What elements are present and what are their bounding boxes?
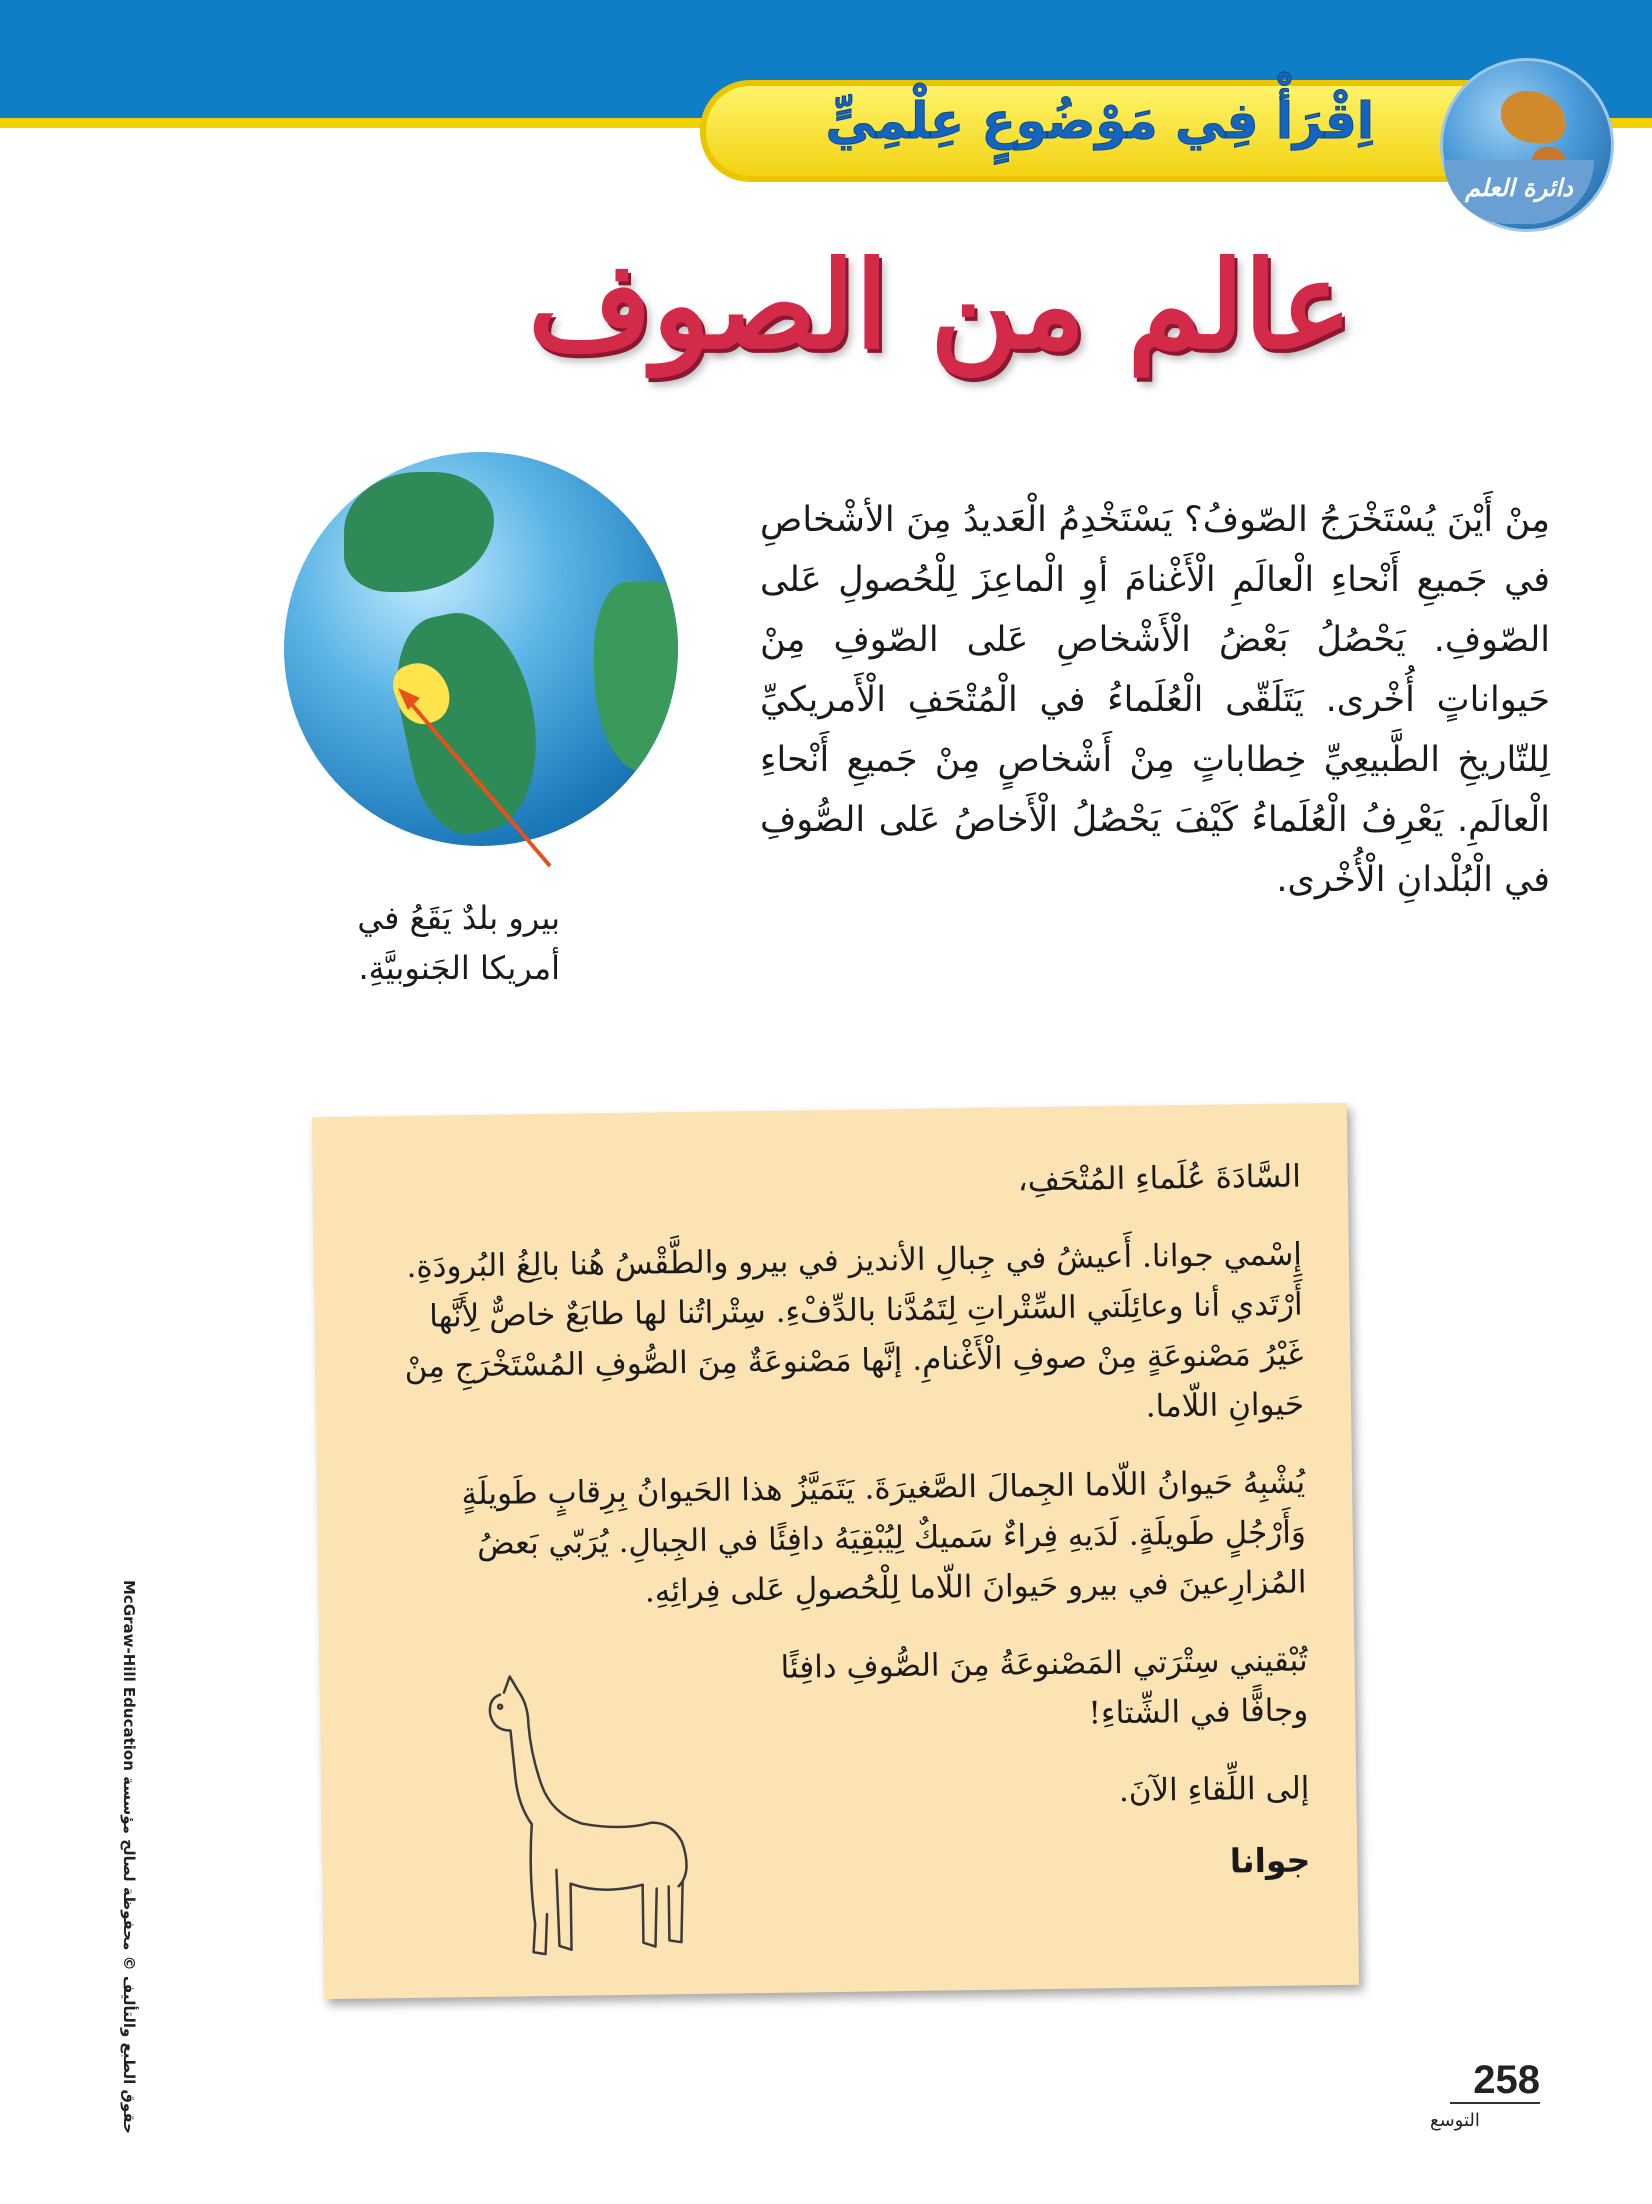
section-label: التوسع (1430, 2110, 1480, 2131)
south-america-globe-image (284, 452, 678, 846)
badge-label: دائرة العلم (1444, 160, 1594, 224)
globe-landmass (344, 472, 494, 592)
article-title: عالم من الصوف (527, 235, 1353, 376)
page-number: 258 (1450, 2058, 1540, 2104)
article-paragraph: مِنْ أَيْنَ يُسْتَخْرَجُ الصّوفُ؟ يَسْتَخْدِمُ الْعَديدُ مِنَ الأشْخاصِ في جَميعِ أَنْحاءِ الْعالَمِ الْأَغْنامَ أوِ الْماعِزَ لِلْحُصولِ عَلى الصّوفِ. يَحْصُلُ بَعْضُ الْأَشْخاصِ عَلى الصّوفِ مِنْ حَيواناتٍ أُخْرى. يَتَلَقّى الْعُلَماءُ في الْمُتْحَفِ الْأَمريكيِّ لِلتّاريخِ الطَّبيعِيِّ خِطاباتٍ مِنْ أَشْخاصٍ مِنْ جَميعِ أَنْحاءِ الْعالَمِ. يَعْرِفُ الْعُلَماءُ كَيْفَ يَحْصُلُ الْأَخاصُ عَلى الصُّوفِ في الْبُلْدانِ الْأُخْرى. (760, 500, 1550, 900)
copyright-credit: McGraw-Hill Education حقوق الطبع والتأليف © محفوظة لصالح مؤسسة (120, 1580, 138, 2134)
letter-signature: جوانا (1229, 1840, 1311, 1881)
letter-paragraph: تُبْقيني سِتْرَتي المَصْنوعَةُ مِنَ الصُّوفِ دافِئًا وجافًّا في الشِّتاءِ! (780, 1642, 1309, 1732)
section-banner (700, 80, 1560, 182)
letter-salutation: السَّادَةَ عُلَماءِ المُتْحَفِ، (1017, 1158, 1302, 1199)
banner-title: اِقْرَأْ فِي مَوْضُوعٍ عِلْمِيٍّ (825, 92, 1374, 150)
letter-card (312, 1103, 1359, 1999)
letter-closing: إلى اللِّقاءِ الآنَ. (1118, 1770, 1310, 1810)
letter-paragraph: إِسْمي جوانا. أَعيشُ في جِبالِ الأنديز في بيرو والطَّقْسُ هُنا بالِغُ البُرودَةِ. أَرْتَدي أنا وعائِلَتي السِّتْراتِ لِتَمُدَّنا بالدِّفْءِ. سِتْراتُنا لها طابَعٌ خاصٌّ لِأَنَّها غَيْرُ مَصْنوعَةٍ مِنْ صوفِ الْأَغْنامِ. إنَّها مَصْنوعَةٌ مِنَ الصُّوفِ المُسْتَخْرَجِ مِنْ حَيوانِ اللّاما. (404, 1236, 1305, 1425)
llama-drawing (470, 1672, 714, 1965)
globe-landmass (594, 582, 678, 772)
letter-paragraph: يُشْبِهُ حَيوانُ اللّاما الجِمالَ الصَّغيرَةَ. يَتَمَيَّزُ هذا الحَيوانُ بِرِقابٍ طَويلَةٍ وَأَرْجُلٍ طَويلَةٍ. لَدَيهِ فِراءٌ سَميكٌ لِيُبْقِيَهُ دافِئًا في الجِبالِ. يُرَبّي بَعضُ المُزارِعينَ في بيرو حَيوانَ اللّاما لِلْحُصولِ عَلى فِرائِهِ. (461, 1464, 1307, 1610)
badge-continent (1501, 91, 1565, 143)
globe-landmass (383, 601, 556, 843)
map-caption: بيرو بلدٌ يَقَعُ في أمريكا الجَنوبيَّةِ. (357, 899, 560, 987)
